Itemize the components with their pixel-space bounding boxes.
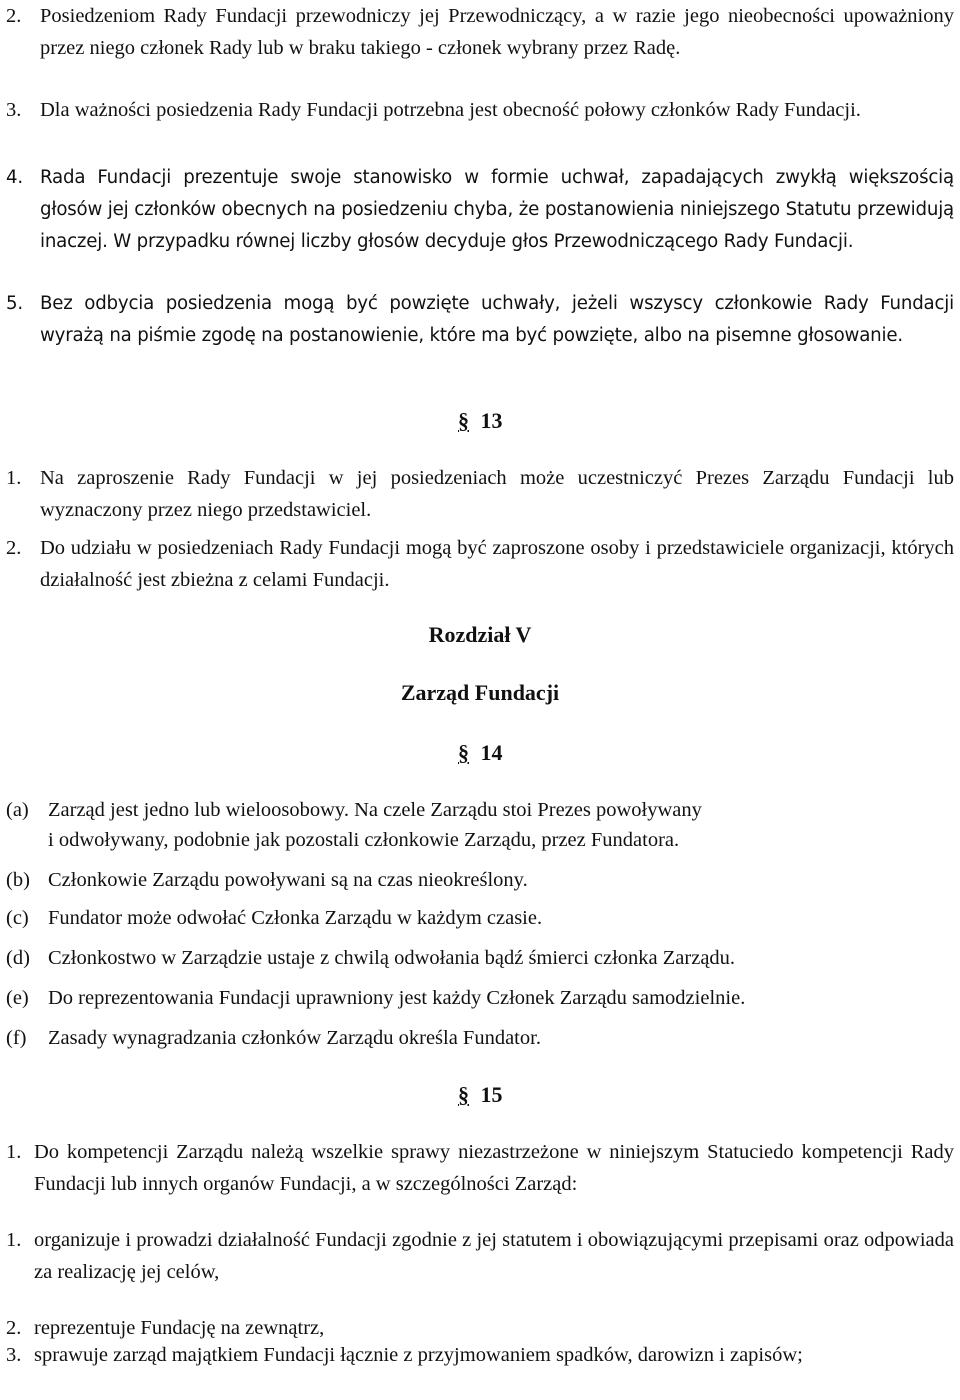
paragraph-5 xyxy=(0,288,960,384)
item-text: Fundator może odwołać Członka Zarządu w każdym czasie. xyxy=(48,907,543,929)
item-label: (d) xyxy=(6,947,30,969)
chapter-subtitle: Zarząd Fundacji xyxy=(400,680,560,705)
paragraph-text: Do udziału w posiedzeniach Rady Fundacji mogą być zaproszone osoby i przedstawiciele organizacji, których działalność jest zbieżna z celami Fundacji. xyxy=(40,537,954,591)
paragraph-3 xyxy=(0,94,960,158)
chapter-title: Rozdział V xyxy=(428,622,532,647)
item-text: Zarząd jest jedno lub wieloosobowy. Na czele Zarządu stoi Prezes powoływany xyxy=(48,799,702,821)
paragraph-text: Bez odbycia posiedzenia mogą być powzięte uchwały, jeżeli wszyscy członkowie Rady Fundacji wyrażą na piśmie zgodę na postanowienie, które ma być powzięte, albo na pisemne głosowanie. xyxy=(40,293,954,346)
list-text: sprawuje zarząd majątkiem Fundacji łącznie z przyjmowaniem spadków, darowizn i zapisów; xyxy=(34,1344,803,1366)
list-number: 3. xyxy=(6,1344,22,1366)
item-text: Członkostwo w Zarządzie ustaje z chwilą odwołania bądź śmierci członka Zarządu. xyxy=(48,947,736,969)
section-13-paragraph-2 xyxy=(0,532,960,596)
paragraph-text: Rada Fundacji prezentuje swoje stanowisko w formie uchwał, zapadających zwykłą większością głosów jej członków obecnych na posiedzeniu chyba, że postanowienia niniejszego Statutu przewidują inaczej. W przypadku równej liczby głosów decyduje głos Przewodniczącego Rady Fundacji. xyxy=(40,167,954,252)
item-label: (a) xyxy=(6,799,29,821)
paragraph-text: Dla ważności posiedzenia Rady Fundacji potrzebna jest obecność połowy członków Rady Fundacji. xyxy=(40,99,861,121)
item-text: Członkowie Zarządu powoływani są na czas nieokreślony. xyxy=(48,869,528,891)
item-label: (f) xyxy=(6,1027,27,1049)
section-15-heading xyxy=(458,1078,503,1112)
list-text: reprezentuje Fundację na zewnątrz, xyxy=(34,1317,325,1339)
section-14-heading xyxy=(458,736,503,770)
paragraph-number: 2. xyxy=(6,537,22,559)
item-text: Zasady wynagradzania członków Zarządu określa Fundator. xyxy=(48,1027,541,1049)
paragraph-number: 4. xyxy=(6,167,23,188)
section-sign: § xyxy=(458,740,469,765)
paragraph-text: Posiedzeniom Rady Fundacji przewodniczy jej Przewodniczący, a w razie jego nieobecności upoważniony przez niego członek Rady lub w braku takiego - członek wybrany przez Radę. xyxy=(40,5,954,59)
item-text: Do reprezentowania Fundacji uprawniony jest każdy Członek Zarządu samodzielnie. xyxy=(48,987,746,1009)
paragraph-4 xyxy=(0,162,960,290)
section-15-intro xyxy=(0,1136,960,1200)
section-13-paragraph-1 xyxy=(0,462,960,526)
paragraph-text: Do kompetencji Zarządu należą wszelkie sprawy niezastrzeżone w niniejszym Statuciedo kompetencji Rady Fundacji lub innych organów Fundacji, a w szczególności Zarząd: xyxy=(34,1141,954,1195)
list-number: 2. xyxy=(6,1317,22,1339)
section-15-list-item-3 xyxy=(0,1340,960,1400)
section-number: 15 xyxy=(480,1082,503,1107)
paragraph-number: 2. xyxy=(6,5,22,27)
section-15-list-item-1 xyxy=(0,1224,960,1288)
section-number: 13 xyxy=(480,408,503,433)
item-label: (c) xyxy=(6,907,29,929)
section-sign: § xyxy=(458,1082,469,1107)
paragraph-2 xyxy=(0,0,960,96)
paragraph-number: 3. xyxy=(6,99,22,121)
section-number: 14 xyxy=(480,740,503,765)
list-number: 1. xyxy=(6,1229,22,1251)
section-sign: § xyxy=(458,408,469,433)
list-text: organizuje i prowadzi działalność Fundacji zgodnie z jej statutem i obowiązującymi przepisami oraz odpowiada za realizację jej celów, xyxy=(34,1229,954,1283)
item-label: (b) xyxy=(6,869,30,891)
paragraph-text: Na zaproszenie Rady Fundacji w jej posiedzeniach może uczestniczyć Prezes Zarządu Fundacji lub wyznaczony przez niego przedstawiciel. xyxy=(40,467,954,521)
paragraph-number: 5. xyxy=(6,293,23,314)
list-item-a-continuation: i odwoływany, podobnie jak pozostali członkowie Zarządu, przez Fundatora. xyxy=(48,829,680,851)
section-13-heading xyxy=(458,404,503,438)
paragraph-number: 1. xyxy=(6,467,22,489)
paragraph-number: 1. xyxy=(6,1141,22,1163)
item-label: (e) xyxy=(6,987,29,1009)
